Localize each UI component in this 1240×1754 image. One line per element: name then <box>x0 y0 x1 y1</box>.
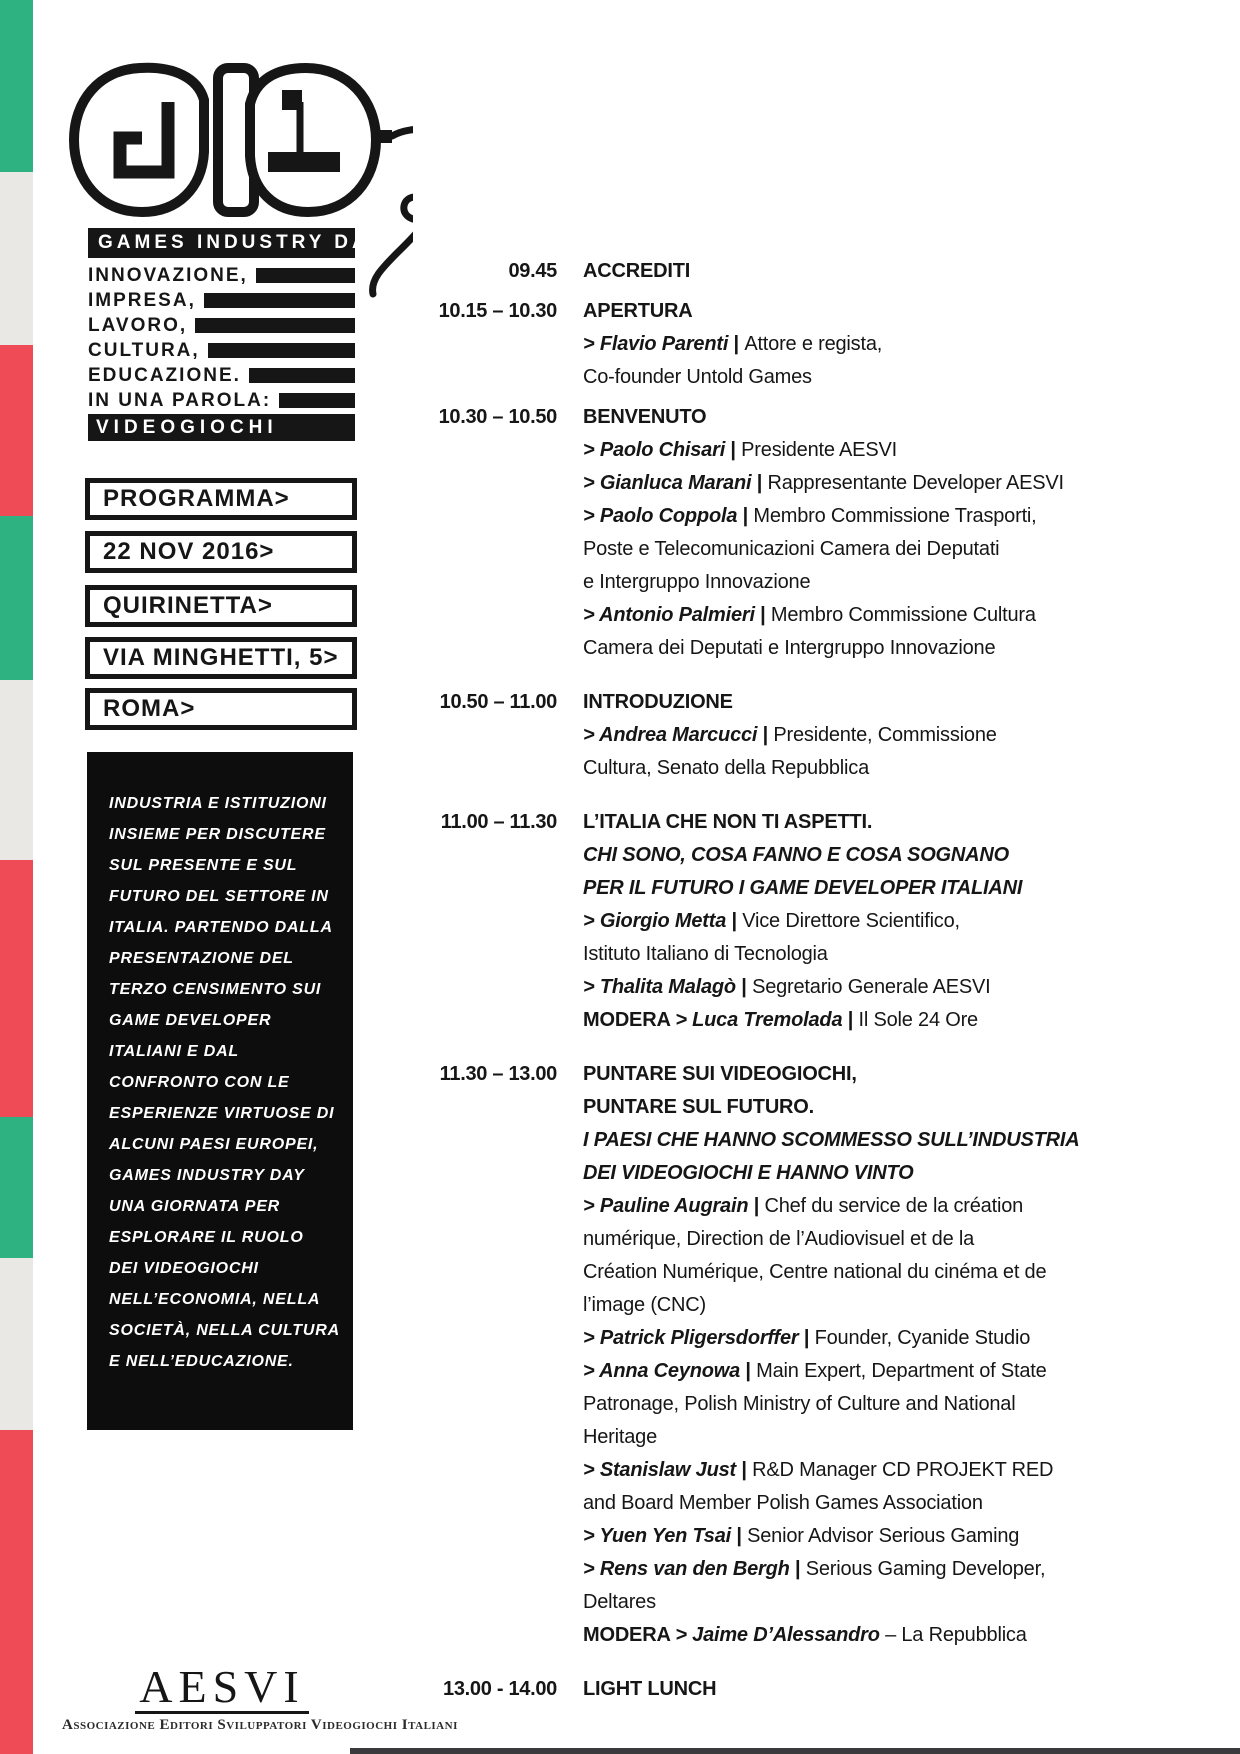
text-segment: Presidente, Commissione <box>773 724 997 746</box>
description-line: ITALIA. PARTENDO DALLA <box>109 919 333 936</box>
description-line: SOCIETÀ, NELLA CULTURA <box>109 1322 340 1339</box>
session-content <box>583 686 1210 785</box>
session-time: 11.30 – 13.00 <box>439 1063 557 1085</box>
session-line <box>583 1091 1210 1124</box>
text-segment: R&D Manager CD PROJEKT RED <box>752 1459 1054 1481</box>
keyword-bar <box>208 343 355 358</box>
description-line: UNA GIORNATA PER <box>109 1198 281 1215</box>
flag-segment-white <box>0 1258 33 1430</box>
description-line: ITALIANI E DAL <box>109 1043 240 1060</box>
description-line: INSIEME PER DISCUTERE <box>109 826 326 843</box>
info-box-date <box>85 531 357 573</box>
text-segment: | <box>740 1360 757 1382</box>
info-box-address <box>85 637 357 679</box>
text-segment: Poste e Telecomunicazioni Camera dei Deputati <box>583 538 1000 560</box>
text-segment: MODERA <box>583 1624 676 1646</box>
description-line: CONFRONTO CON LE <box>109 1074 290 1091</box>
session-line <box>583 905 1210 938</box>
text-segment: | <box>737 505 754 527</box>
schedule <box>420 255 1210 1727</box>
keyword-row <box>88 313 355 338</box>
session-line <box>583 1256 1210 1289</box>
session-line <box>583 686 1210 719</box>
session-content <box>583 806 1210 1037</box>
session-line <box>583 1553 1210 1586</box>
tagline-label: GAMES INDUSTRY DAY <box>98 232 385 253</box>
description-box <box>87 752 353 1430</box>
session-line <box>583 872 1210 905</box>
text-segment: > Yuen Yen Tsai <box>583 1525 731 1547</box>
info-box-city <box>85 688 357 730</box>
description-line: SUL PRESENTE E SUL <box>109 857 298 874</box>
text-segment: Serious Gaming Developer, <box>805 1558 1046 1580</box>
session-line <box>583 1058 1210 1091</box>
text-segment: | <box>754 604 771 626</box>
keyword-bar <box>279 393 355 408</box>
text-segment: > Antonio Palmieri <box>583 604 755 626</box>
info-box-label: PROGRAMMA> <box>103 485 290 512</box>
session-line <box>583 719 1210 752</box>
text-segment: L’ITALIA CHE NON TI ASPETTI. <box>583 811 873 833</box>
info-box-label: 22 NOV 2016> <box>103 538 275 565</box>
aesvi-subtitle: Associazione Editori Sviluppatori Videogiochi Italiani <box>62 1717 458 1733</box>
session-line <box>583 1619 1210 1652</box>
description-line: ESPERIENZE VIRTUOSE DI <box>109 1105 335 1122</box>
text-segment: > Andrea Marcucci <box>583 724 758 746</box>
text-segment: Founder, Cyanide Studio <box>814 1327 1031 1349</box>
text-segment: MODERA <box>583 1009 676 1031</box>
text-segment: > Anna Ceynowa <box>583 1360 741 1382</box>
tagline-box <box>88 228 385 258</box>
text-segment: Attore e regista, <box>744 333 883 355</box>
text-segment: > Giorgio Metta <box>583 910 727 932</box>
session-content <box>583 401 1210 665</box>
session-line <box>583 500 1210 533</box>
description-line: TERZO CENSIMENTO SUI <box>109 981 322 998</box>
flag-segment-red <box>0 1430 33 1754</box>
text-segment: Rappresentante Developer AESVI <box>767 472 1064 494</box>
session-line <box>583 361 1210 394</box>
session-line <box>583 1124 1210 1157</box>
description-line: INDUSTRIA E ISTITUZIONI <box>109 795 327 812</box>
schedule-session <box>420 1673 1210 1706</box>
text-segment: Cultura, Senato della Repubblica <box>583 757 870 779</box>
description-line: FUTURO DEL SETTORE IN <box>109 888 329 905</box>
text-segment: | <box>751 472 768 494</box>
session-content <box>583 295 1210 394</box>
session-line <box>583 566 1210 599</box>
text-segment: | <box>842 1009 859 1031</box>
text-segment: | <box>725 439 742 461</box>
text-segment: Main Expert, Department of State <box>756 1360 1047 1382</box>
text-segment: | <box>728 333 745 355</box>
description-line: ESPLORARE IL RUOLO <box>109 1229 304 1246</box>
session-line <box>583 1487 1210 1520</box>
text-segment: | <box>735 976 753 998</box>
keyword-label: LAVORO, <box>88 314 188 336</box>
text-segment: Il Sole 24 Ore <box>858 1009 978 1031</box>
text-segment: DEI VIDEOGIOCHI E HANNO VINTO <box>583 1162 914 1184</box>
description-line: GAMES INDUSTRY DAY <box>109 1167 305 1184</box>
session-time: 11.00 – 11.30 <box>440 811 557 833</box>
info-box-programma <box>85 478 357 520</box>
text-segment: Membro Commissione Cultura <box>770 604 1036 626</box>
text-segment: APERTURA <box>583 300 693 322</box>
flag-segment-green <box>0 1117 33 1258</box>
keyword-bar <box>204 293 355 308</box>
description-line: DEI VIDEOGIOCHI <box>109 1260 259 1277</box>
text-segment: PUNTARE SUL FUTURO. <box>583 1096 815 1118</box>
flag-segment-white <box>0 172 33 345</box>
text-segment: Presidente AESVI <box>741 439 897 461</box>
info-box-venue <box>85 585 357 627</box>
bottom-edge-bar <box>350 1748 1240 1754</box>
session-line <box>583 295 1210 328</box>
text-segment: I PAESI CHE HANNO SCOMMESSO SULL’INDUSTRIA <box>583 1129 1080 1151</box>
text-segment: | <box>726 910 743 932</box>
description-line: PRESENTAZIONE DEL <box>109 950 294 967</box>
keyword-row <box>88 263 355 288</box>
keyword-row <box>88 288 355 313</box>
text-segment: – La Repubblica <box>879 1624 1027 1646</box>
session-line <box>583 938 1210 971</box>
text-segment: Istituto Italiano di Tecnologia <box>583 943 828 965</box>
session-time: 13.00 - 14.00 <box>443 1678 557 1700</box>
flag-segment-white <box>0 680 33 860</box>
text-segment: > Pauline Augrain <box>583 1195 749 1217</box>
text-segment: and Board Member Polish Games Association <box>583 1492 983 1514</box>
text-segment: Co-founder Untold Games <box>583 366 812 388</box>
keyword-bar <box>256 268 355 283</box>
session-line <box>583 1421 1210 1454</box>
schedule-session <box>420 255 1210 288</box>
text-segment: | <box>757 724 774 746</box>
keyword-row <box>88 338 355 363</box>
session-time: 10.50 – 11.00 <box>439 691 557 713</box>
keyword-label: CULTURA, <box>88 339 200 361</box>
session-line <box>583 971 1210 1004</box>
text-segment: > Rens van den Bergh <box>583 1558 790 1580</box>
keyword-list <box>88 263 355 413</box>
text-segment: > Stanislaw Just <box>583 1459 736 1481</box>
session-time: 09.45 <box>508 260 557 282</box>
schedule-session <box>420 686 1210 785</box>
text-segment: | <box>748 1195 765 1217</box>
keyword-bar <box>249 368 355 383</box>
session-line <box>583 1355 1210 1388</box>
flag-segment-red <box>0 345 33 516</box>
gid-letter-g <box>74 68 204 212</box>
text-segment: LIGHT LUNCH <box>583 1678 717 1700</box>
flag-segment-green <box>0 516 33 680</box>
text-segment: | <box>789 1558 806 1580</box>
session-line <box>583 1322 1210 1355</box>
session-line <box>583 1673 1210 1706</box>
keyword-label: IN UNA PAROLA: <box>88 389 272 411</box>
session-line <box>583 632 1210 665</box>
footer-logo <box>62 1661 458 1734</box>
session-line <box>583 1520 1210 1553</box>
session-line <box>583 1157 1210 1190</box>
schedule-session <box>420 1058 1210 1652</box>
schedule-session <box>420 806 1210 1037</box>
text-segment: > Flavio Parenti <box>583 333 729 355</box>
info-box-label: QUIRINETTA> <box>103 592 273 619</box>
flag-segment-red <box>0 860 33 1117</box>
text-segment: Camera dei Deputati e Intergruppo Innovazione <box>583 637 996 659</box>
text-segment: | <box>798 1327 815 1349</box>
text-segment: Vice Direttore Scientifico, <box>742 910 960 932</box>
text-segment: > Paolo Chisari <box>583 439 726 461</box>
text-segment: > Paolo Coppola <box>583 505 738 527</box>
description-line: NELL’ECONOMIA, NELLA <box>109 1291 321 1308</box>
session-content <box>583 255 1210 288</box>
schedule-session <box>420 295 1210 394</box>
text-segment: PER IL FUTURO I GAME DEVELOPER ITALIANI <box>583 877 1023 899</box>
session-line <box>583 1289 1210 1322</box>
session-line <box>583 1586 1210 1619</box>
keyword-label: INNOVAZIONE, <box>88 264 248 286</box>
session-line <box>583 599 1210 632</box>
session-time: 10.30 – 10.50 <box>438 406 557 428</box>
text-segment: Patronage, Polish Ministry of Culture and National <box>583 1393 1016 1415</box>
text-segment: CHI SONO, COSA FANNO E COSA SOGNANO <box>583 844 1009 866</box>
keyword-label: IMPRESA, <box>88 289 196 311</box>
text-segment: Membro Commissione Trasporti, <box>753 505 1037 527</box>
text-segment: Heritage <box>583 1426 657 1448</box>
info-box-label: ROMA> <box>103 695 196 722</box>
text-segment: BENVENUTO <box>583 406 707 428</box>
session-time: 10.15 – 10.30 <box>438 300 557 322</box>
text-segment: ACCREDITI <box>583 260 691 282</box>
text-segment: e Intergruppo Innovazione <box>583 571 811 593</box>
keyword-label: EDUCAZIONE. <box>88 364 241 386</box>
text-segment: > Thalita Malagò <box>583 976 736 998</box>
session-content <box>583 1673 1210 1706</box>
text-segment: numérique, Direction de l’Audiovisuel et de la <box>583 1228 975 1250</box>
text-segment: Senior Advisor Serious Gaming <box>747 1525 1020 1547</box>
flag-segment-green <box>0 0 33 172</box>
session-line <box>583 806 1210 839</box>
session-line <box>583 1454 1210 1487</box>
flag-strip <box>0 0 33 1754</box>
keyword-highlight-label: VIDEOGIOCHI <box>96 416 278 438</box>
gid-letter-d <box>250 68 376 212</box>
text-segment: > Patrick Pligersdorffer <box>583 1327 799 1349</box>
session-line <box>583 1388 1210 1421</box>
text-segment: Chef du service de la création <box>764 1195 1024 1217</box>
session-line <box>583 1004 1210 1037</box>
keyword-bar <box>195 318 355 333</box>
text-segment: l’image (CNC) <box>583 1294 706 1316</box>
text-segment: > Jaime D’Alessandro <box>675 1624 880 1646</box>
text-segment: PUNTARE SUI VIDEOGIOCHI, <box>583 1063 857 1085</box>
info-box-label: VIA MINGHETTI, 5> <box>103 644 339 671</box>
description-line: ALCUNI PAESI EUROPEI, <box>109 1136 319 1153</box>
text-segment: Création Numérique, Centre national du cinéma et de <box>583 1261 1047 1283</box>
session-content <box>583 1058 1210 1652</box>
session-line <box>583 467 1210 500</box>
text-segment: INTRODUZIONE <box>583 691 733 713</box>
description-line: E NELL’EDUCAZIONE. <box>109 1353 294 1370</box>
keyword-row <box>88 388 355 413</box>
text-segment: | <box>731 1525 748 1547</box>
session-line <box>583 255 1210 288</box>
schedule-session <box>420 401 1210 665</box>
session-line <box>583 401 1210 434</box>
session-line <box>583 533 1210 566</box>
text-segment: Segretario Generale AESVI <box>752 976 991 998</box>
session-line <box>583 839 1210 872</box>
session-line <box>583 1223 1210 1256</box>
keyword-row <box>88 363 355 388</box>
text-segment: > Luca Tremolada <box>675 1009 843 1031</box>
session-line <box>583 1190 1210 1223</box>
aesvi-wordmark: AESVI <box>135 1664 308 1714</box>
description-line: GAME DEVELOPER <box>109 1012 272 1029</box>
session-line <box>583 752 1210 785</box>
text-segment: > Gianluca Marani <box>583 472 752 494</box>
session-line <box>583 434 1210 467</box>
session-line <box>583 328 1210 361</box>
text-segment: | <box>735 1459 753 1481</box>
keyword-highlight-box <box>88 414 355 441</box>
text-segment: Deltares <box>583 1591 656 1613</box>
